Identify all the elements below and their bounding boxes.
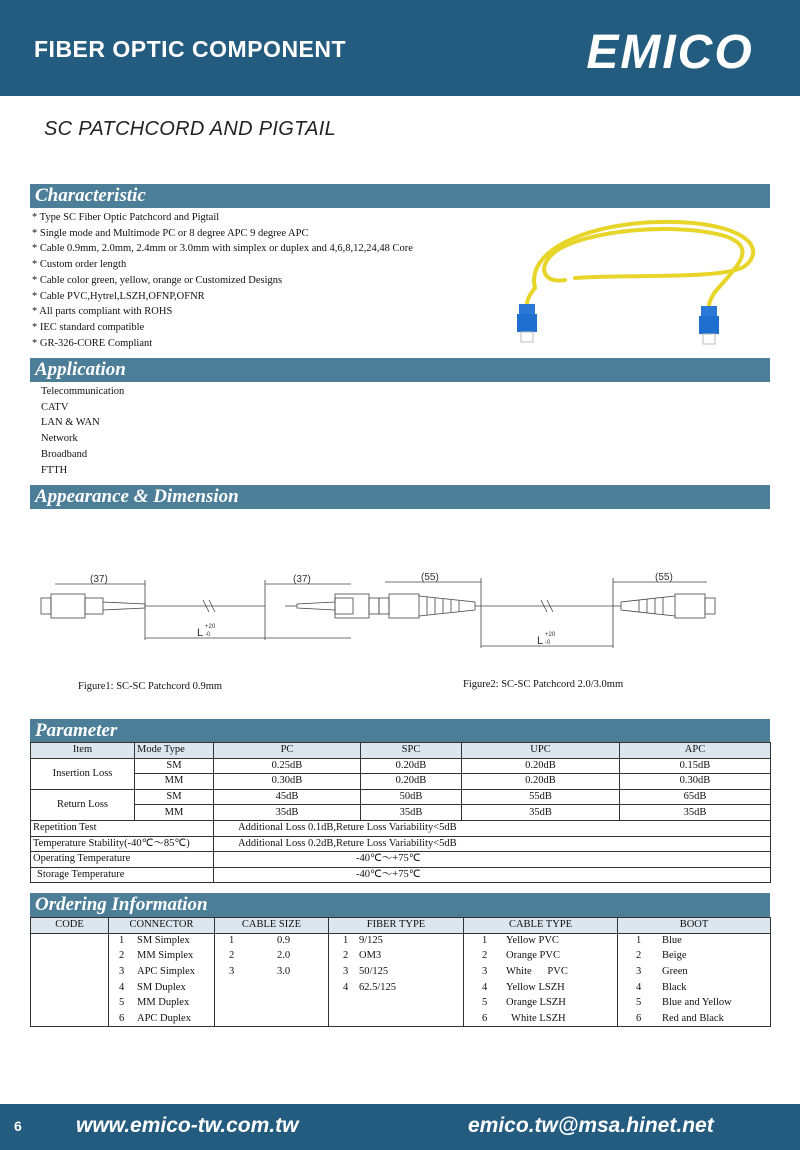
boot-cell	[618, 995, 771, 1011]
list-item: * Single mode and Multimode PC or 8 degree APC 9 degree APC	[32, 227, 309, 239]
cable-type-cell	[464, 1011, 618, 1027]
option-value: Yellow LSZH	[506, 981, 565, 993]
cable-type-cell	[464, 964, 618, 980]
option-number: 4	[636, 981, 642, 993]
cable-type-cell	[464, 995, 618, 1011]
header-cell: UPC	[462, 743, 620, 759]
row-label: Return Loss	[31, 789, 135, 820]
list-item: Network	[41, 433, 78, 445]
section-parameter	[30, 719, 770, 743]
section-label: Application	[35, 359, 126, 380]
dim-label: (37)	[293, 574, 311, 585]
option-value: Blue and Yellow	[662, 997, 732, 1009]
list-item: Broadband	[41, 448, 88, 460]
option-value: Black	[662, 981, 687, 993]
header-cell: APC	[620, 743, 771, 759]
code-cell	[31, 995, 109, 1011]
parameter-table	[30, 742, 771, 883]
option-value: Yellow PVC	[506, 935, 559, 947]
boot-cell	[618, 1011, 771, 1027]
option-value: Blue	[662, 935, 682, 947]
table-row	[31, 789, 771, 805]
connector-cell	[109, 964, 215, 980]
patchcord-photo	[505, 208, 770, 356]
tolerance-minus: -0	[205, 632, 211, 638]
fiber-type-cell	[329, 980, 464, 996]
list-item: * Custom order length	[32, 259, 127, 271]
fiber-type-cell	[329, 1011, 464, 1027]
option-number: 6	[482, 1012, 488, 1024]
option-number: 2	[119, 950, 125, 962]
option-number: 2	[229, 950, 235, 962]
section-characteristic	[30, 184, 770, 208]
fiber-type-cell	[329, 964, 464, 980]
value-cell: 0.30dB	[620, 774, 771, 790]
header-cell: SPC	[361, 743, 462, 759]
option-value: Beige	[662, 950, 687, 962]
option-value: APC Duplex	[137, 1012, 191, 1024]
option-number: 3	[636, 966, 642, 978]
boot-cell	[618, 933, 771, 949]
section-label: Parameter	[35, 720, 118, 741]
list-item: * Cable 0.9mm, 2.0mm, 2.4mm or 3.0mm with simplex or duplex and 4,6,8,12,24,48 Core	[32, 243, 413, 255]
application-list	[41, 384, 124, 478]
fiber-type-cell	[329, 949, 464, 965]
header-title: FIBER OPTIC COMPONENT	[34, 36, 347, 62]
characteristic-list	[32, 210, 413, 351]
option-number: 6	[119, 1012, 125, 1024]
section-label: Characteristic	[35, 185, 146, 206]
boot-cell	[618, 964, 771, 980]
value-text: Additional Loss 0.1dB,Reture Loss Variability<5dB	[238, 822, 457, 834]
table-header-row	[31, 918, 771, 934]
connector-cell	[109, 980, 215, 996]
cable-type-cell	[464, 980, 618, 996]
option-number: 2	[482, 950, 488, 962]
list-item: * Cable PVC,Hytrel,LSZH,OFNP,OFNR	[32, 290, 205, 302]
value-cell: 35dB	[620, 805, 771, 821]
value-cell: 0.20dB	[462, 774, 620, 790]
value-text: Additional Loss 0.2dB,Reture Loss Variability<5dB	[238, 837, 457, 849]
section-appearance	[30, 485, 770, 509]
section-ordering	[30, 893, 770, 917]
list-item: * All parts compliant with ROHS	[32, 306, 173, 318]
code-cell	[31, 1011, 109, 1027]
table-row	[31, 964, 771, 980]
logo-text: EMICO	[586, 26, 754, 76]
list-item: * IEC standard compatible	[32, 321, 145, 333]
website-link[interactable]: www.emico-tw.com.tw	[76, 1114, 299, 1137]
figure2-caption: Figure2: SC-SC Patchcord 2.0/3.0mm	[463, 679, 624, 690]
sc-connector-right-icon	[699, 306, 719, 344]
option-number: 2	[636, 950, 642, 962]
option-value: SM Simplex	[137, 935, 190, 947]
option-value: MM Duplex	[137, 997, 190, 1009]
table-row	[31, 867, 771, 883]
value-text: -40℃～+75℃	[356, 869, 421, 881]
header-cell: CONNECTOR	[109, 918, 215, 934]
row-label: Insertion Loss	[31, 758, 135, 789]
mode-cell: MM	[135, 805, 214, 821]
option-value: Orange PVC	[506, 950, 560, 962]
code-cell	[31, 933, 109, 949]
value-cell: 35dB	[214, 805, 361, 821]
option-value: 0.9	[277, 935, 291, 947]
email-link[interactable]: emico.tw@msa.hinet.net	[468, 1114, 714, 1137]
table-row	[31, 820, 771, 836]
option-number: 1	[229, 935, 235, 947]
value-cell	[214, 867, 771, 883]
option-number: 3	[482, 966, 488, 978]
option-value: Green	[662, 966, 688, 978]
row-label: Storage Temperature	[31, 867, 214, 883]
value-cell: 0.25dB	[214, 758, 361, 774]
value-text: -40℃～+75℃	[356, 853, 421, 865]
table-row	[31, 805, 771, 821]
table-row	[31, 758, 771, 774]
option-value: MM Simplex	[137, 950, 194, 962]
header-cell: PC	[214, 743, 361, 759]
option-number: 1	[636, 935, 642, 947]
tolerance-plus: +20	[205, 624, 216, 630]
length-label: L	[537, 635, 544, 647]
cable-type-cell	[464, 933, 618, 949]
list-item: * GR-326-CORE Compliant	[32, 337, 153, 349]
sc-connector-left-icon	[517, 304, 537, 342]
value-cell: 0.20dB	[361, 774, 462, 790]
page-header	[0, 0, 800, 96]
length-label: L	[197, 627, 204, 639]
boot-cell	[618, 949, 771, 965]
list-item: * Type SC Fiber Optic Patchcord and Pigtail	[32, 212, 220, 223]
row-label: Operating Temperature	[31, 852, 214, 868]
document-title: SC PATCHCORD AND PIGTAIL	[44, 118, 337, 140]
connector-cell	[109, 933, 215, 949]
connector-cell	[109, 949, 215, 965]
table-row	[31, 933, 771, 949]
option-number: 6	[636, 1012, 642, 1024]
option-number: 4	[343, 981, 349, 993]
dimension-drawing	[35, 560, 775, 670]
boot-cell	[618, 980, 771, 996]
table-row	[31, 980, 771, 996]
option-value: APC Simplex	[137, 966, 196, 978]
figure1-caption: Figure1: SC-SC Patchcord 0.9mm	[78, 681, 223, 692]
table-row	[31, 836, 771, 852]
tolerance-minus: -0	[545, 640, 551, 646]
figure1-drawing	[41, 580, 379, 640]
value-cell: 45dB	[214, 789, 361, 805]
fiber-type-cell	[329, 933, 464, 949]
value-cell: 35dB	[462, 805, 620, 821]
value-cell	[214, 852, 771, 868]
mode-cell: SM	[135, 758, 214, 774]
value-cell: 0.15dB	[620, 758, 771, 774]
table-row	[31, 1011, 771, 1027]
connector-cell	[109, 995, 215, 1011]
option-value: White LSZH	[506, 1012, 566, 1024]
header-cell: CODE	[31, 918, 109, 934]
option-value: SM Duplex	[137, 981, 186, 993]
value-cell: 35dB	[361, 805, 462, 821]
tolerance-plus: +20	[545, 632, 556, 638]
dim-label: (37)	[90, 574, 108, 585]
option-number: 5	[636, 997, 642, 1009]
section-label: Appearance & Dimension	[35, 486, 239, 507]
option-number: 1	[482, 935, 488, 947]
table-row	[31, 774, 771, 790]
option-number: 1	[119, 935, 125, 947]
option-number: 4	[482, 981, 488, 993]
option-value: OM3	[359, 950, 382, 962]
option-value: Orange LSZH	[506, 997, 566, 1009]
page-footer	[0, 1104, 800, 1150]
list-item: FTTH	[41, 464, 68, 476]
code-cell	[31, 980, 109, 996]
header-cell: Item	[31, 743, 135, 759]
list-item: Telecommunication	[41, 386, 125, 397]
page-number: 6	[14, 1118, 22, 1134]
list-item: LAN & WAN	[41, 417, 100, 429]
header-cell: BOOT	[618, 918, 771, 934]
option-number: 1	[343, 935, 349, 947]
value-cell: 0.20dB	[462, 758, 620, 774]
cable-size-cell	[215, 1011, 329, 1027]
emico-logo	[566, 26, 774, 76]
option-number: 5	[119, 997, 125, 1009]
cable-size-cell	[215, 949, 329, 965]
value-cell: 55dB	[462, 789, 620, 805]
fiber-type-cell	[329, 995, 464, 1011]
option-number: 3	[343, 966, 349, 978]
list-item: * Cable color green, yellow, orange or Customized Designs	[32, 274, 283, 286]
option-number: 2	[343, 950, 349, 962]
option-number: 3	[119, 966, 125, 978]
option-number: 5	[482, 997, 488, 1009]
option-value: 62.5/125	[359, 981, 397, 993]
cable-size-cell	[215, 980, 329, 996]
code-cell	[31, 964, 109, 980]
row-label: Temperature Stability(-40℃～85℃)	[31, 836, 214, 852]
header-cell: CABLE SIZE	[215, 918, 329, 934]
ordering-table	[30, 917, 771, 1027]
value-cell: 0.20dB	[361, 758, 462, 774]
connector-cell	[109, 1011, 215, 1027]
table-header-row	[31, 743, 771, 759]
cable-type-cell	[464, 949, 618, 965]
list-item: CATV	[41, 401, 69, 413]
option-number: 3	[229, 966, 235, 978]
section-label: Ordering Information	[35, 894, 208, 915]
option-value: 2.0	[277, 950, 291, 962]
value-cell: 65dB	[620, 789, 771, 805]
cable-size-cell	[215, 995, 329, 1011]
header-cell: Mode Type	[135, 743, 214, 759]
value-cell	[214, 836, 771, 852]
dim-label: (55)	[655, 572, 673, 583]
mode-cell: SM	[135, 789, 214, 805]
option-value: 9/125	[359, 935, 383, 947]
option-number: 4	[119, 981, 125, 993]
table-row	[31, 852, 771, 868]
value-cell: 50dB	[361, 789, 462, 805]
code-cell	[31, 949, 109, 965]
option-value: 50/125	[359, 966, 389, 978]
cable-size-cell	[215, 933, 329, 949]
header-cell: FIBER TYPE	[329, 918, 464, 934]
value-cell: 0.30dB	[214, 774, 361, 790]
option-value: Red and Black	[662, 1012, 724, 1024]
row-label: Repetition Test	[31, 820, 214, 836]
table-row	[31, 995, 771, 1011]
value-cell	[214, 820, 771, 836]
table-row	[31, 949, 771, 965]
header-cell: CABLE TYPE	[464, 918, 618, 934]
option-value: 3.0	[277, 966, 291, 978]
mode-cell: MM	[135, 774, 214, 790]
dim-label: (55)	[421, 572, 439, 583]
cable-size-cell	[215, 964, 329, 980]
section-application	[30, 358, 770, 382]
option-value: White PVC	[506, 966, 568, 978]
